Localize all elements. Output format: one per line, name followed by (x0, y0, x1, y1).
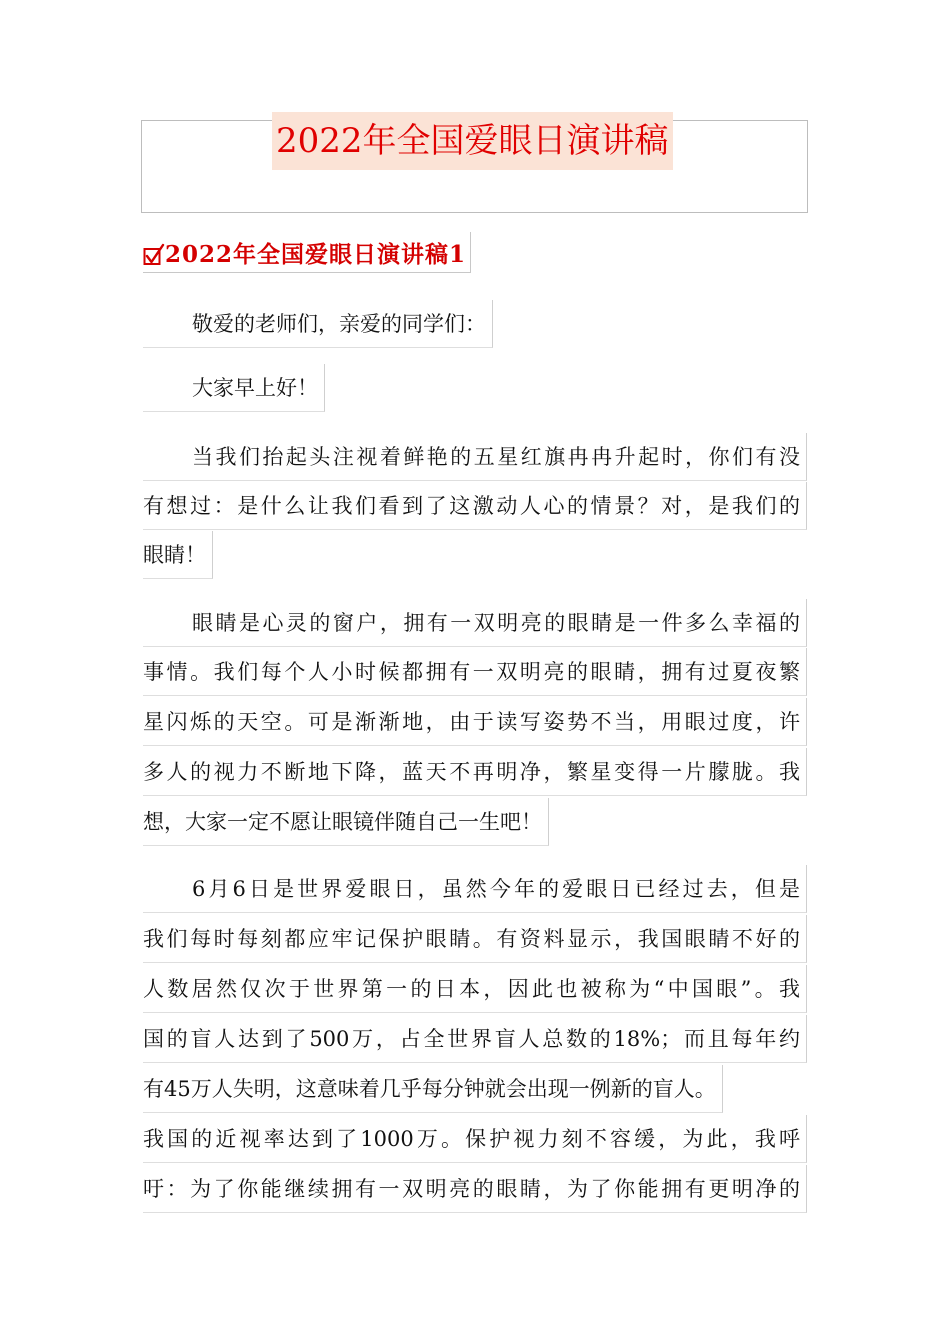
section-heading (143, 232, 471, 273)
paragraph-line: 吁：为了你能继续拥有一双明亮的眼睛，为了你能拥有更明净的 (143, 1165, 807, 1213)
paragraph-line: 星闪烁的天空。可是渐渐地，由于读写姿势不当，用眼过度，许 (143, 698, 807, 746)
paragraph-line: 当我们抬起头注视着鲜艳的五星红旗冉冉升起时，你们有没 (143, 433, 807, 481)
paragraph-line: 敬爱的老师们，亲爱的同学们： (143, 300, 493, 348)
paragraph-line: 人数居然仅次于世界第一的日本，因此也被称为“中国眼”。我 (143, 965, 807, 1013)
paragraph-line: 大家早上好！ (143, 364, 325, 412)
paragraph-line: 我们每时每刻都应牢记保护眼睛。有资料显示，我国眼睛不好的 (143, 915, 807, 963)
paragraph-line: 事情。我们每个人小时候都拥有一双明亮的眼睛，拥有过夏夜繁 (143, 648, 807, 696)
paragraph-line: 有想过：是什么让我们看到了这激动人心的情景？对，是我们的 (143, 482, 807, 530)
paragraph-line: 6月6日是世界爱眼日，虽然今年的爱眼日已经过去，但是 (143, 865, 807, 913)
paragraph-line: 国的盲人达到了500万，占全世界盲人总数的18%；而且每年约 (143, 1015, 807, 1063)
section-heading-text: 2022年全国爱眼日演讲稿1 (165, 240, 467, 268)
paragraph-line: 我国的近视率达到了1000万。保护视力刻不容缓，为此，我呼 (143, 1115, 807, 1163)
paragraph-line: 眼睛！ (143, 531, 213, 579)
paragraph-line: 多人的视力不断地下降，蓝天不再明净，繁星变得一片朦胧。我 (143, 748, 807, 796)
document-title: 2022年全国爱眼日演讲稿 (272, 112, 673, 170)
paragraph-line: 眼睛是心灵的窗户，拥有一双明亮的眼睛是一件多么幸福的 (143, 599, 807, 647)
paragraph-line: 想，大家一定不愿让眼镜伴随自己一生吧！ (143, 798, 549, 846)
paragraph-line: 有45万人失明，这意味着几乎每分钟就会出现一例新的盲人。 (143, 1065, 723, 1113)
checkbox-checked-icon (143, 243, 165, 267)
